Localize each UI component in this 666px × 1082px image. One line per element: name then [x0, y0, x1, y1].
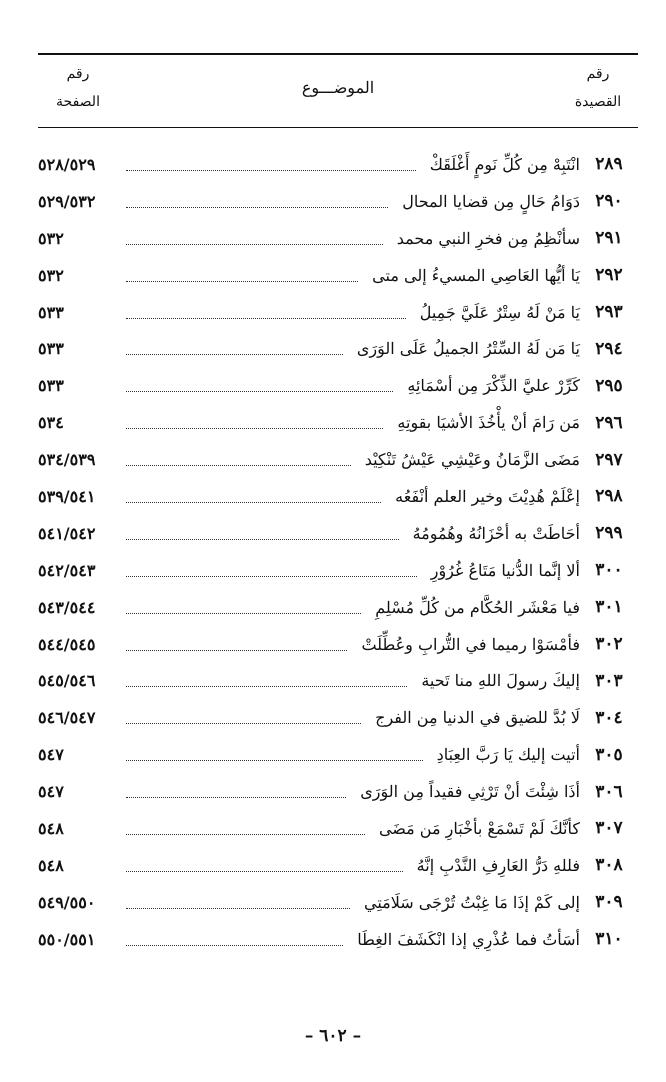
poem-number: ٢٩٢ [595, 265, 623, 286]
list-item [38, 515, 638, 552]
poem-title: كأنَّكَ لَمْ تَسْمَعْ بأخْبَارِ مَن مَضَى [378, 818, 580, 838]
poem-number: ٢٩٩ [595, 523, 623, 544]
page-number: ٥٤٩/٥٥٠ [38, 892, 96, 912]
poem-number: ٢٩٧ [595, 449, 623, 470]
list-item [38, 183, 638, 220]
poem-number: ٢٩١ [595, 228, 623, 249]
header-rule [38, 127, 638, 128]
list-item [38, 146, 638, 183]
list-item [38, 330, 638, 367]
poem-title: مَن رَامَ أنْ يأْخُذَ الأشيَا بقوتِهِ [397, 413, 580, 433]
poem-title: ألا إنَّما الدُّنيا مَتَاعُ غُرُوْرِ [430, 560, 580, 580]
list-item [38, 552, 638, 589]
dot-leader [126, 908, 350, 909]
poem-title: كَرِّرْ عليَّ الذِّكْرَ مِن أسْمَائِهِ [407, 376, 580, 396]
poem-title: إليكَ رسولَ اللهِ منا تَحية [421, 671, 580, 691]
poem-number: ٣٠٦ [595, 781, 623, 802]
list-item [38, 404, 638, 441]
list-item [38, 257, 638, 294]
poem-number: ٣٠٥ [595, 744, 623, 765]
poem-title: فيا مَعْشَر الحُكَّام من كُلِّ مُسْلِمِ [375, 597, 580, 617]
dot-leader [126, 465, 351, 466]
dot-leader [126, 244, 383, 245]
dot-leader [126, 945, 343, 946]
list-item [38, 441, 638, 478]
dot-leader [126, 686, 407, 687]
poem-title: يَا مَن لَهُ السِّتْرُ الجميلُ عَلَى الوَرَى [356, 339, 580, 359]
dot-leader [126, 871, 403, 872]
poem-number: ٣٠٣ [595, 670, 623, 691]
poem-title: سأنْظِمُ مِن فخرِ النبي محمد [396, 228, 580, 248]
list-item [38, 736, 638, 773]
page-number: ٥٤٨ [38, 818, 64, 838]
page-number: ٥٤٢/٥٤٣ [38, 560, 96, 580]
page-number: ٥٤٤/٥٤٥ [38, 634, 96, 654]
dot-leader [126, 834, 365, 835]
poem-number: ٣٠٧ [595, 818, 623, 839]
page-number: ٥٣٢ [38, 265, 64, 285]
page-number: ٥٢٩/٥٣٢ [38, 191, 96, 211]
list-item [38, 478, 638, 515]
poem-number: ٢٨٩ [595, 154, 623, 175]
poem-title: لَا بُدَّ للضيق في الدنيا مِن الفرج [375, 708, 580, 728]
list-item [38, 921, 638, 958]
entries-list [38, 146, 638, 958]
list-item [38, 367, 638, 404]
list-item [38, 884, 638, 921]
dot-leader [126, 797, 346, 798]
page-number: ٥٣٣ [38, 376, 64, 396]
list-item [38, 662, 638, 699]
poem-title: إلى كَمْ إذَا مَا غِبْتُ تُرْجَى سَلَامَتِي [364, 892, 580, 912]
poem-number: ٣٠٩ [595, 892, 623, 913]
list-item [38, 699, 638, 736]
poem-title: انْتَبِهْ مِن كُلِّ نَومٍ أَغْلَقَكْ [429, 154, 580, 174]
page-number: ٥٤٣/٥٤٤ [38, 597, 96, 617]
poem-title: أسَأتُ فما عُذْرِي إذا انْكَشَفَ الغِطَا [357, 929, 580, 949]
list-item [38, 810, 638, 847]
dot-leader [126, 428, 383, 429]
poem-number: ٣٠٤ [595, 707, 623, 728]
poem-number: ٢٩٨ [595, 486, 623, 507]
page-number: ٥٤٦/٥٤٧ [38, 708, 96, 728]
poem-title: أحَاطَتْ به أحْزَانُهُ وهُمُومُهُ [412, 523, 580, 543]
list-item [38, 773, 638, 810]
poem-number: ٢٩٠ [595, 191, 623, 212]
poem-number: ٣٠٨ [595, 855, 623, 876]
poem-title: يَا أيُّها العَاصِي المسيءُ إلى متى [372, 265, 580, 285]
subject-header: الموضـــوع [301, 78, 375, 97]
poem-number: ٣٠١ [595, 597, 623, 618]
poem-number: ٢٩٦ [595, 412, 623, 433]
poem-title: أذَا شِئْتَ أنْ تَرْثِي فقيداً مِن الوَرَى [360, 782, 580, 802]
page-number: ٥٤٨ [38, 855, 64, 875]
poem-number: ٣٠٠ [595, 560, 623, 581]
page-number: ٥٣٤ [38, 413, 64, 433]
dot-leader [126, 650, 347, 651]
page-number-header: رقم الصفحة [56, 66, 100, 110]
list-item [38, 294, 638, 331]
poem-title: مَضَى الزَّمَانُ وعَيْشِي عَيْشُ تَنْكِيْد [364, 450, 580, 470]
poem-title: فأمْسَوْا رميما في التُّرابِ وعُطِّلَتْ [361, 634, 580, 654]
table-header [38, 60, 638, 124]
page-number: ٥٣٩/٥٤١ [38, 486, 96, 506]
list-item [38, 220, 638, 257]
list-item [38, 847, 638, 884]
poem-title: فللهِ دَرُّ العَارِفِ النَّدْبِ إنَّهُ [416, 855, 580, 875]
poem-title: دَوَامُ حَالٍ مِن قضايا المحال [402, 191, 580, 211]
dot-leader [126, 318, 406, 319]
page-number: ٥٣٣ [38, 302, 64, 322]
poem-number: ٣١٠ [595, 929, 623, 950]
poem-number: ٢٩٤ [595, 338, 623, 359]
dot-leader [126, 207, 388, 208]
poem-title: أتيت إليك يَا رَبَّ العِبَادِ [436, 745, 580, 765]
dot-leader [126, 613, 361, 614]
list-item [38, 589, 638, 626]
list-item [38, 626, 638, 663]
dot-leader [126, 391, 393, 392]
dot-leader [126, 760, 423, 761]
poem-title: يَا مَنْ لَهُ سِتْرٌ عَلَيَّ جَمِيلُ [419, 302, 580, 322]
dot-leader [126, 354, 343, 355]
poem-title: إعْلَمْ هُدِيْتَ وخير العلم أنْفَعُه [395, 486, 580, 506]
dot-leader [126, 281, 358, 282]
top-rule [38, 53, 638, 55]
poem-number: ٣٠٢ [595, 634, 623, 655]
dot-leader [126, 502, 381, 503]
dot-leader [126, 170, 416, 171]
page-number: ٥٣٣ [38, 339, 64, 359]
dot-leader [126, 576, 417, 577]
poem-number: ٢٩٣ [595, 302, 623, 322]
poem-number-header: رقم القصيدة [574, 66, 622, 110]
page-number: ٥٣٢ [38, 228, 64, 248]
page-number: ٥٣٤/٥٣٩ [38, 450, 96, 470]
page-number: ٥٤٥/٥٤٦ [38, 671, 96, 691]
dot-leader [126, 723, 361, 724]
page-number: ٥٤٧ [38, 782, 64, 802]
page-number: ٥٢٨/٥٢٩ [38, 154, 96, 174]
page-number: ٥٤٧ [38, 745, 64, 765]
dot-leader [126, 539, 399, 540]
page-footer-number: – ٦٠٢ – [304, 1026, 362, 1046]
page-number: ٥٤١/٥٤٢ [38, 523, 96, 543]
page-number: ٥٥٠/٥٥١ [38, 929, 96, 949]
poem-number: ٢٩٥ [595, 375, 623, 396]
